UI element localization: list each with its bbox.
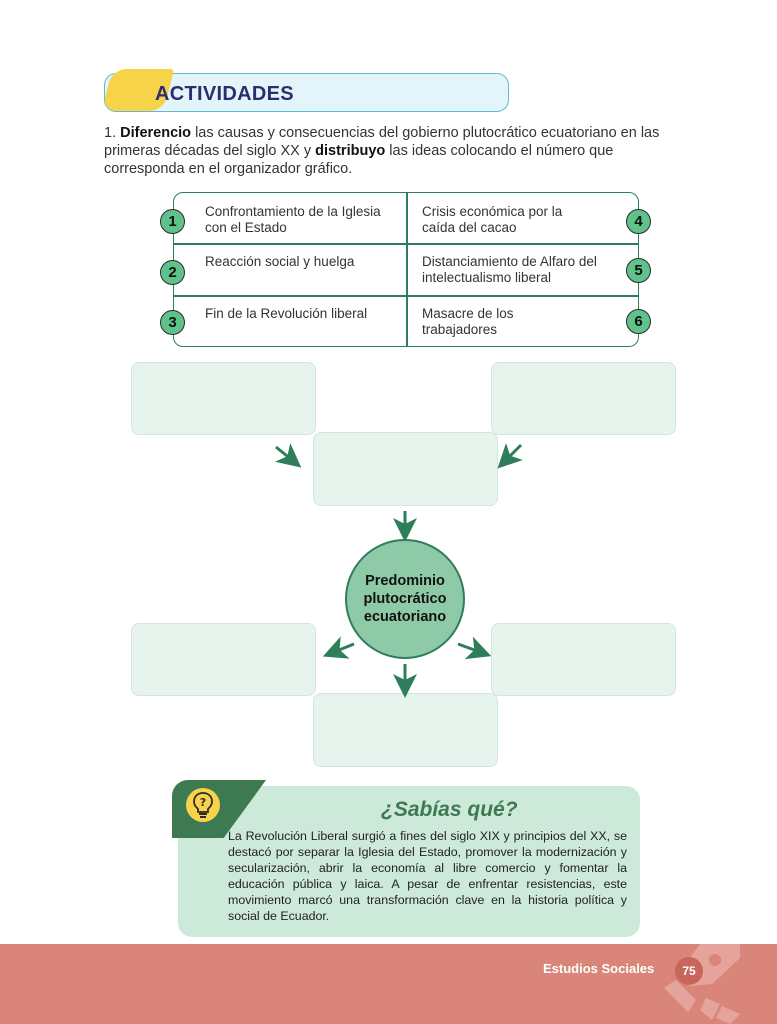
center-concept-label: Predominio plutocrático ecuatoriano (363, 573, 447, 625)
option-badge-1: 1 (160, 209, 185, 234)
page-number: 75 (675, 957, 703, 985)
arrow-lower-left (334, 644, 354, 652)
center-concept-circle (345, 539, 465, 659)
instruction-bold-1: Diferencio (120, 125, 192, 141)
did-you-know-text: La Revolución Liberal surgió a fines del siglo XIX y principios del XX, se destacó por separar la Iglesia del Estado, promover la modernización y secularización, abrir la economía al libre comercio y fomentar la educación pública y laica. A pesar de enfrentar resistencias, este movimiento marcó una transformación clave en la historia política y social de Ecuador. (228, 829, 627, 923)
option-text-6: Masacre de los trabajadores (422, 306, 514, 337)
page-footer (0, 944, 777, 1024)
instruction-bold-2: distribuyo (315, 143, 386, 159)
option-text-2: Reacción social y huelga (205, 254, 355, 269)
option-text-4: Crisis económica por la caída del cacao (422, 204, 563, 235)
option-badge-4: 4 (626, 209, 651, 234)
did-you-know-title: ¿Sabías qué? (381, 798, 518, 821)
arrow-lower-right (458, 644, 480, 652)
option-text-5: Distanciamiento de Alfaro del intelectualismo liberal (422, 254, 597, 285)
svg-text:?: ? (199, 796, 207, 809)
option-badge-6: 6 (626, 309, 651, 334)
instruction-number: 1. (104, 125, 117, 141)
option-text-3: Fin de la Revolución liberal (205, 306, 368, 321)
option-badge-3: 3 (160, 310, 185, 335)
footer-subject-label: Estudios Sociales (543, 961, 655, 976)
lightbulb-question-icon (186, 788, 220, 822)
arrow-top-right (506, 445, 521, 460)
option-badge-2: 2 (160, 260, 185, 285)
instruction-part-1: las causas y consecuencias del gobierno plutocrático ecuatoriano en las primeras décadas del siglo XX y (104, 125, 660, 159)
instruction-part-2: las ideas colocando el número que corresponda en el organizador gráfico. (104, 143, 614, 177)
option-badge-5: 5 (626, 258, 651, 283)
activities-title: ACTIVIDADES (155, 83, 294, 105)
rocket-watermark-icon (0, 944, 777, 1024)
option-text-1: Confrontamiento de la Iglesia con el Estado (205, 204, 381, 235)
arrow-top-left (276, 447, 292, 460)
